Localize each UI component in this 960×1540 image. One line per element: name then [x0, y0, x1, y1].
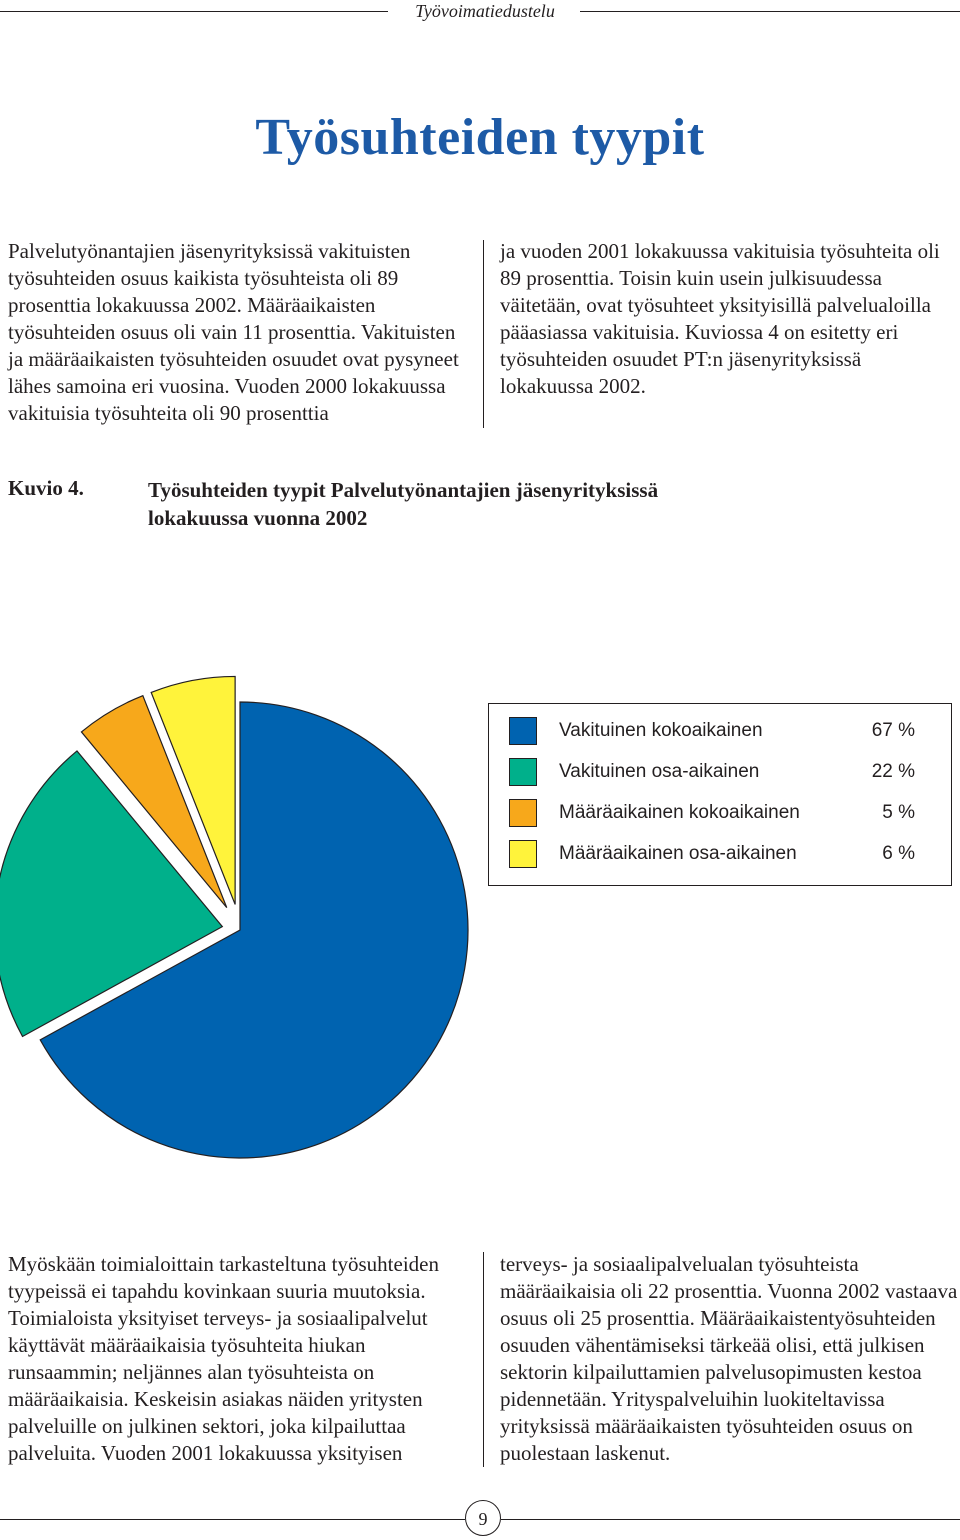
legend-item — [489, 799, 951, 829]
legend-label: Määräaikainen kokoaikainen — [559, 802, 800, 823]
body-left-column — [8, 1251, 478, 1467]
page-number: 9 — [465, 1500, 501, 1536]
legend-swatch — [509, 799, 537, 827]
column-divider-bottom — [483, 1252, 484, 1467]
pie-chart — [0, 620, 480, 1160]
legend-swatch — [509, 717, 537, 745]
body-left-text: Myöskään toimialoittain tarkasteltuna työsuhteiden tyypeissä ei tapahdu kovinkaan suuria muutoksia. Toimialoista yksityiset terveys- ja sosiaalipalvelut käyttävät määräaikaisia työsuhteita hiukan runsaammin; neljännes alan työsuhteista on määräaikaisia. Keskeisin asiakas näiden yritysten palveluille on julkinen sektori, joka kilpailuttaa palveluita. Vuoden 2001 lokakuussa yksityisen — [8, 1252, 439, 1465]
figure-label: Kuvio 4. — [8, 476, 84, 500]
body-right-column — [500, 1251, 958, 1467]
figure-caption: Työsuhteiden tyypit Palvelutyönantajien jäsenyrityksissä lokakuussa vuonna 2002 — [148, 478, 659, 530]
running-header: Työvoimatiedustelu — [415, 1, 555, 21]
intro-right-column — [500, 238, 958, 400]
intro-right-text: ja vuoden 2001 lokakuussa vakituisia työsuhteita oli 89 prosenttia. Toisin kuin usein julkisuudessa väitetään, ovat työsuhteet yksityisillä palvelualoilla pääasiassa vakituisia. Kuviossa 4 on esitetty eri työsuhteiden osuudet PT:n jäsenyrityksissä lokakuussa 2002. — [500, 239, 940, 398]
legend-label: Vakituinen osa-aikainen — [559, 761, 760, 782]
legend-value: 67 % — [871, 720, 915, 741]
header-rule-right — [580, 11, 960, 12]
legend-label: Määräaikainen osa-aikainen — [559, 843, 797, 864]
body-right-text: terveys- ja sosiaalipalvelualan työsuhteista määräaikaisia oli 22 prosenttia. Vuonna 2002 vastaava osuus oli 25 prosenttia. Määräaikaistentyösuhteiden osuuden vähentämiseksi tärkeää olisi, että julkisen sektorin kilpailuttamien palvelusopimusten kestoa pidennetään. Yrityspalveluihin luokiteltavissa yrityksissä määräaikaisten työsuhteiden osuus on puolestaan laskenut. — [500, 1252, 958, 1465]
legend-item — [489, 717, 951, 747]
legend-swatch — [509, 840, 537, 868]
chart-legend — [488, 703, 952, 886]
legend-item — [489, 758, 951, 788]
legend-item — [489, 840, 951, 870]
legend-value: 6 % — [882, 843, 915, 864]
legend-swatch — [509, 758, 537, 786]
legend-value: 5 % — [882, 802, 915, 823]
footer-rule-left — [0, 1519, 465, 1520]
page-title: Työsuhteiden tyypit — [255, 109, 705, 166]
footer-rule-right — [501, 1519, 960, 1520]
column-divider-top — [483, 240, 484, 428]
intro-left-column — [8, 238, 468, 427]
header-rule-left — [0, 11, 388, 12]
legend-label: Vakituinen kokoaikainen — [559, 720, 763, 741]
intro-left-text: Palvelutyönantajien jäsenyrityksissä vakituisten työsuhteiden osuus kaikista työsuhteista oli 89 prosenttia lokakuussa 2002. Määräaikaisten työsuhteiden osuus oli vain 11 prosenttia. Vakituisten ja määräaikaisten työsuhteiden osuudet ovat pysyneet lähes samoina eri vuosina. Vuoden 2000 lokakuussa vakituisia työsuhteita oli 90 prosenttia — [8, 239, 459, 425]
legend-value: 22 % — [871, 761, 915, 782]
